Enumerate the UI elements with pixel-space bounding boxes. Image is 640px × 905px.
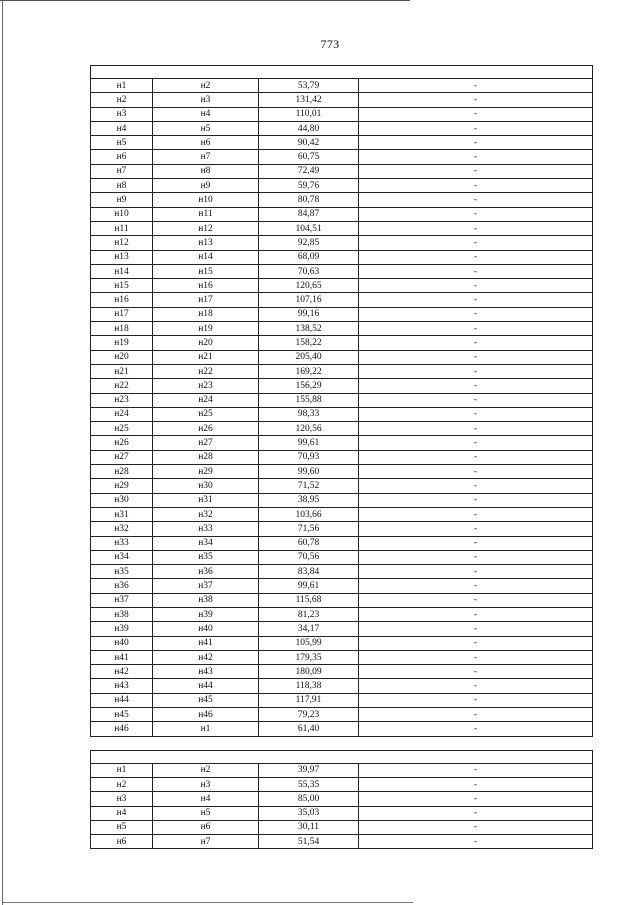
table-row: [91, 393, 593, 407]
to-point-cell: н28: [153, 450, 259, 464]
from-point-cell: н11: [91, 221, 153, 235]
table-row: [91, 279, 593, 293]
table-row: [91, 522, 593, 536]
table-row: [91, 565, 593, 579]
note-cell: -: [359, 493, 593, 507]
from-point-cell: н15: [91, 279, 153, 293]
to-point-cell: н32: [153, 507, 259, 521]
to-point-cell: н38: [153, 593, 259, 607]
table-row: [91, 650, 593, 664]
from-point-cell: н42: [91, 665, 153, 679]
note-cell: -: [359, 264, 593, 278]
to-point-cell: н3: [153, 93, 259, 107]
length-cell: 38,95: [259, 493, 359, 507]
to-point-cell: н7: [153, 150, 259, 164]
table-row: [91, 193, 593, 207]
note-cell: -: [359, 150, 593, 164]
note-cell: -: [359, 607, 593, 621]
table-row: [91, 479, 593, 493]
from-point-cell: н33: [91, 536, 153, 550]
length-cell: 60,78: [259, 536, 359, 550]
from-point-cell: н44: [91, 693, 153, 707]
note-cell: -: [359, 179, 593, 193]
section-spacer-row-cell: [91, 736, 593, 750]
note-cell: -: [359, 650, 593, 664]
to-point-cell: н25: [153, 407, 259, 421]
from-point-cell: н14: [91, 264, 153, 278]
table-row: [91, 593, 593, 607]
to-point-cell: н1: [153, 722, 259, 736]
table-row: [91, 293, 593, 307]
to-point-cell: н15: [153, 264, 259, 278]
table-row: [91, 835, 593, 849]
from-point-cell: н45: [91, 708, 153, 722]
from-point-cell: н16: [91, 293, 153, 307]
table-row: [91, 407, 593, 421]
to-point-cell: н31: [153, 493, 259, 507]
table-row: [91, 179, 593, 193]
section-spacer-row: [91, 736, 593, 750]
scan-edge-left: [2, 0, 3, 905]
from-point-cell: н40: [91, 636, 153, 650]
to-point-cell: н24: [153, 393, 259, 407]
from-point-cell: н24: [91, 407, 153, 421]
from-point-cell: н5: [91, 136, 153, 150]
table-row: [91, 792, 593, 806]
from-point-cell: н35: [91, 565, 153, 579]
from-point-cell: н1: [91, 763, 153, 777]
table-row: [91, 79, 593, 93]
to-point-cell: н35: [153, 550, 259, 564]
length-cell: 68,09: [259, 250, 359, 264]
table-row: [91, 93, 593, 107]
note-cell: -: [359, 279, 593, 293]
length-cell: 138,52: [259, 322, 359, 336]
length-cell: 79,23: [259, 708, 359, 722]
scan-edge-bottom: [3, 902, 413, 903]
note-cell: -: [359, 593, 593, 607]
note-cell: -: [359, 307, 593, 321]
length-cell: 110,01: [259, 107, 359, 121]
to-point-cell: н6: [153, 136, 259, 150]
from-point-cell: н4: [91, 121, 153, 135]
length-cell: 83,84: [259, 565, 359, 579]
length-cell: 99,60: [259, 465, 359, 479]
note-cell: -: [359, 207, 593, 221]
to-point-cell: н42: [153, 650, 259, 664]
to-point-cell: н6: [153, 820, 259, 834]
table-row: [91, 665, 593, 679]
from-point-cell: н7: [91, 164, 153, 178]
from-point-cell: н31: [91, 507, 153, 521]
from-point-cell: н19: [91, 336, 153, 350]
length-cell: 70,56: [259, 550, 359, 564]
from-point-cell: н3: [91, 792, 153, 806]
table-row: [91, 364, 593, 378]
length-cell: 35,03: [259, 806, 359, 820]
note-cell: -: [359, 236, 593, 250]
note-cell: -: [359, 121, 593, 135]
to-point-cell: н11: [153, 207, 259, 221]
to-point-cell: н17: [153, 293, 259, 307]
table-row: [91, 679, 593, 693]
table-row: [91, 164, 593, 178]
note-cell: -: [359, 763, 593, 777]
from-point-cell: н27: [91, 450, 153, 464]
table-row: [91, 307, 593, 321]
from-point-cell: н38: [91, 607, 153, 621]
from-point-cell: н6: [91, 150, 153, 164]
table-row: [91, 221, 593, 235]
to-point-cell: н8: [153, 164, 259, 178]
from-point-cell: н12: [91, 236, 153, 250]
note-cell: -: [359, 193, 593, 207]
from-point-cell: н37: [91, 593, 153, 607]
to-point-cell: н26: [153, 422, 259, 436]
from-point-cell: н18: [91, 322, 153, 336]
length-cell: 118,38: [259, 679, 359, 693]
table-row: [91, 507, 593, 521]
to-point-cell: н33: [153, 522, 259, 536]
length-cell: 81,23: [259, 607, 359, 621]
table-row: [91, 107, 593, 121]
from-point-cell: н10: [91, 207, 153, 221]
from-point-cell: н22: [91, 379, 153, 393]
length-cell: 60,75: [259, 150, 359, 164]
to-point-cell: н4: [153, 107, 259, 121]
from-point-cell: н25: [91, 422, 153, 436]
from-point-cell: н28: [91, 465, 153, 479]
to-point-cell: н5: [153, 121, 259, 135]
to-point-cell: н46: [153, 708, 259, 722]
to-point-cell: н16: [153, 279, 259, 293]
table-row: [91, 465, 593, 479]
note-cell: -: [359, 79, 593, 93]
from-point-cell: н2: [91, 93, 153, 107]
to-point-cell: н2: [153, 763, 259, 777]
from-point-cell: н20: [91, 350, 153, 364]
note-cell: -: [359, 136, 593, 150]
length-cell: 107,16: [259, 293, 359, 307]
to-point-cell: н36: [153, 565, 259, 579]
length-cell: 80,78: [259, 193, 359, 207]
table-row: [91, 777, 593, 791]
from-point-cell: н30: [91, 493, 153, 507]
note-cell: -: [359, 792, 593, 806]
to-point-cell: н37: [153, 579, 259, 593]
length-cell: 61,40: [259, 722, 359, 736]
length-cell: 85,00: [259, 792, 359, 806]
length-cell: 179,35: [259, 650, 359, 664]
length-cell: 70,93: [259, 450, 359, 464]
to-point-cell: н18: [153, 307, 259, 321]
note-cell: -: [359, 479, 593, 493]
length-cell: 98,33: [259, 407, 359, 421]
from-point-cell: н3: [91, 107, 153, 121]
table-row: [91, 150, 593, 164]
to-point-cell: н43: [153, 665, 259, 679]
length-cell: 51,54: [259, 835, 359, 849]
note-cell: -: [359, 507, 593, 521]
to-point-cell: н3: [153, 777, 259, 791]
from-point-cell: н29: [91, 479, 153, 493]
table-row: [91, 722, 593, 736]
from-point-cell: н26: [91, 436, 153, 450]
note-cell: -: [359, 522, 593, 536]
note-cell: -: [359, 622, 593, 636]
to-point-cell: н30: [153, 479, 259, 493]
note-cell: -: [359, 336, 593, 350]
note-cell: -: [359, 820, 593, 834]
from-point-cell: н17: [91, 307, 153, 321]
table-row: [91, 693, 593, 707]
note-cell: -: [359, 350, 593, 364]
from-point-cell: н8: [91, 179, 153, 193]
from-point-cell: н9: [91, 193, 153, 207]
table-body: [91, 66, 593, 849]
length-cell: 71,52: [259, 479, 359, 493]
length-cell: 169,22: [259, 364, 359, 378]
from-point-cell: н39: [91, 622, 153, 636]
from-point-cell: н2: [91, 777, 153, 791]
note-cell: -: [359, 550, 593, 564]
from-point-cell: н21: [91, 364, 153, 378]
length-cell: 70,63: [259, 264, 359, 278]
note-cell: -: [359, 536, 593, 550]
note-cell: -: [359, 806, 593, 820]
table-row: [91, 607, 593, 621]
to-point-cell: н40: [153, 622, 259, 636]
from-point-cell: н34: [91, 550, 153, 564]
table-row: [91, 450, 593, 464]
note-cell: -: [359, 422, 593, 436]
table-row: [91, 207, 593, 221]
note-cell: -: [359, 835, 593, 849]
note-cell: -: [359, 450, 593, 464]
note-cell: -: [359, 393, 593, 407]
note-cell: -: [359, 565, 593, 579]
length-cell: 44,80: [259, 121, 359, 135]
from-point-cell: н41: [91, 650, 153, 664]
length-cell: 55,35: [259, 777, 359, 791]
to-point-cell: н19: [153, 322, 259, 336]
to-point-cell: н44: [153, 679, 259, 693]
section-separator-row-cell: [91, 750, 593, 763]
table-row: [91, 236, 593, 250]
length-cell: 156,29: [259, 379, 359, 393]
note-cell: -: [359, 722, 593, 736]
note-cell: -: [359, 465, 593, 479]
table-row: [91, 379, 593, 393]
note-cell: -: [359, 322, 593, 336]
length-cell: 39,97: [259, 763, 359, 777]
note-cell: -: [359, 407, 593, 421]
to-point-cell: н45: [153, 693, 259, 707]
to-point-cell: н7: [153, 835, 259, 849]
table-row: [91, 350, 593, 364]
length-cell: 99,61: [259, 579, 359, 593]
table-row: [91, 136, 593, 150]
length-cell: 158,22: [259, 336, 359, 350]
to-point-cell: н4: [153, 792, 259, 806]
note-cell: -: [359, 93, 593, 107]
to-point-cell: н29: [153, 465, 259, 479]
note-cell: -: [359, 164, 593, 178]
note-cell: -: [359, 777, 593, 791]
note-cell: -: [359, 579, 593, 593]
to-point-cell: н12: [153, 221, 259, 235]
note-cell: -: [359, 364, 593, 378]
from-point-cell: н43: [91, 679, 153, 693]
note-cell: -: [359, 679, 593, 693]
note-cell: -: [359, 665, 593, 679]
table-header-row: [91, 66, 593, 79]
table-row: [91, 493, 593, 507]
from-point-cell: н5: [91, 820, 153, 834]
section-separator-row: [91, 750, 593, 763]
length-cell: 120,65: [259, 279, 359, 293]
to-point-cell: н14: [153, 250, 259, 264]
to-point-cell: н34: [153, 536, 259, 550]
from-point-cell: н46: [91, 722, 153, 736]
to-point-cell: н2: [153, 79, 259, 93]
table-row: [91, 708, 593, 722]
table-row: [91, 121, 593, 135]
table-row: [91, 322, 593, 336]
from-point-cell: н4: [91, 806, 153, 820]
length-cell: 72,49: [259, 164, 359, 178]
table-row: [91, 250, 593, 264]
table-row: [91, 550, 593, 564]
length-cell: 84,87: [259, 207, 359, 221]
table-header-row-cell: [91, 66, 593, 79]
from-point-cell: н13: [91, 250, 153, 264]
length-cell: 155,88: [259, 393, 359, 407]
length-cell: 34,17: [259, 622, 359, 636]
length-cell: 53,79: [259, 79, 359, 93]
note-cell: -: [359, 221, 593, 235]
to-point-cell: н27: [153, 436, 259, 450]
table-row: [91, 636, 593, 650]
page-number: 773: [320, 37, 340, 51]
table-row: [91, 436, 593, 450]
table-row: [91, 422, 593, 436]
note-cell: -: [359, 693, 593, 707]
table-row: [91, 579, 593, 593]
to-point-cell: н39: [153, 607, 259, 621]
table-row: [91, 820, 593, 834]
to-point-cell: н22: [153, 364, 259, 378]
table-row: [91, 806, 593, 820]
to-point-cell: н41: [153, 636, 259, 650]
note-cell: -: [359, 636, 593, 650]
boundary-segments-table: [90, 65, 593, 849]
scan-edge-top: [0, 0, 410, 1]
length-cell: 104,51: [259, 221, 359, 235]
note-cell: -: [359, 250, 593, 264]
to-point-cell: н23: [153, 379, 259, 393]
from-point-cell: н1: [91, 79, 153, 93]
length-cell: 99,16: [259, 307, 359, 321]
table-row: [91, 536, 593, 550]
from-point-cell: н6: [91, 835, 153, 849]
note-cell: -: [359, 379, 593, 393]
length-cell: 99,61: [259, 436, 359, 450]
length-cell: 59,76: [259, 179, 359, 193]
length-cell: 103,66: [259, 507, 359, 521]
table-row: [91, 763, 593, 777]
from-point-cell: н32: [91, 522, 153, 536]
table-row: [91, 336, 593, 350]
note-cell: -: [359, 708, 593, 722]
length-cell: 120,56: [259, 422, 359, 436]
length-cell: 90,42: [259, 136, 359, 150]
length-cell: 180,09: [259, 665, 359, 679]
to-point-cell: н20: [153, 336, 259, 350]
from-point-cell: н23: [91, 393, 153, 407]
length-cell: 205,40: [259, 350, 359, 364]
to-point-cell: н5: [153, 806, 259, 820]
length-cell: 117,91: [259, 693, 359, 707]
table-row: [91, 622, 593, 636]
length-cell: 105,99: [259, 636, 359, 650]
length-cell: 71,56: [259, 522, 359, 536]
length-cell: 115,68: [259, 593, 359, 607]
length-cell: 30,11: [259, 820, 359, 834]
to-point-cell: н9: [153, 179, 259, 193]
note-cell: -: [359, 436, 593, 450]
to-point-cell: н13: [153, 236, 259, 250]
length-cell: 92,85: [259, 236, 359, 250]
length-cell: 131,42: [259, 93, 359, 107]
to-point-cell: н10: [153, 193, 259, 207]
from-point-cell: н36: [91, 579, 153, 593]
note-cell: -: [359, 107, 593, 121]
note-cell: -: [359, 293, 593, 307]
table-row: [91, 264, 593, 278]
to-point-cell: н21: [153, 350, 259, 364]
